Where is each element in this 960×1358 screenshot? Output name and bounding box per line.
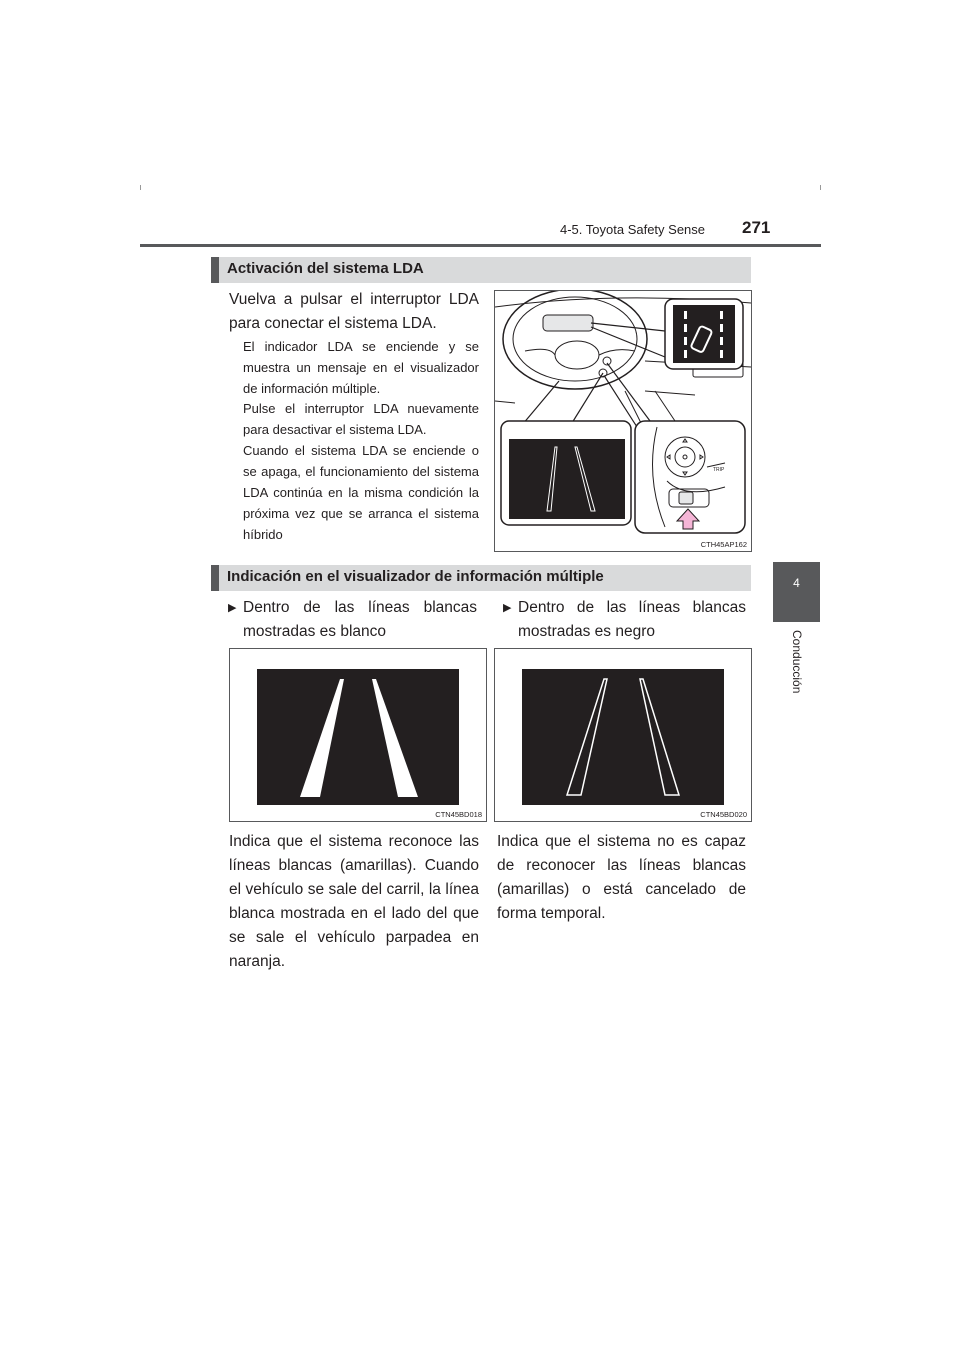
left-column-description: Indica que el sistema reconoce las líneas blancas (amarillas). Cuando el vehículo se sale del carril, la línea blanca mostrada en el lado del que se sale el vehículo parpadea en naranja. xyxy=(229,833,479,970)
activation-note-3: Cuando el sistema LDA se enciende o se apaga, el funcionamiento del sistema LDA continúa en la misma condición la próxima vez que se arranca el sistema híbrido xyxy=(243,443,479,542)
activation-intro: Vuelva a pulsar el interruptor LDA para conectar el sistema LDA. xyxy=(229,291,479,332)
steering-wheel-illustration xyxy=(495,291,751,551)
figure-code-1: CTH45AP162 xyxy=(700,540,747,549)
section-title-bar xyxy=(211,257,219,283)
right-column-description: Indica que el sistema no es capaz de reconocer las líneas blancas (amarillas) o está cancelado de forma temporal. xyxy=(497,833,746,922)
steering-wheel-figure xyxy=(494,290,752,552)
right-column-heading: Dentro de las líneas blancas mostradas es negro xyxy=(518,599,746,640)
chapter-label: Conducción xyxy=(790,630,804,694)
section-title-text: Indicación en el visualizador de información múltiple xyxy=(227,568,604,585)
black-lanes-illustration xyxy=(495,649,751,821)
left-column-heading: Dentro de las líneas blancas mostradas es blanco xyxy=(243,599,477,640)
triangle-bullet-icon: ▶ xyxy=(503,602,512,614)
crop-mark-right xyxy=(820,185,821,190)
trip-label: TRIP xyxy=(713,467,725,473)
chapter-number: 4 xyxy=(793,576,800,590)
section-title-activation xyxy=(211,257,751,283)
section-title-bar xyxy=(211,565,219,591)
white-lanes-figure xyxy=(229,648,487,822)
activation-note-1: El indicador LDA se enciende y se muestra un mensaje en el visualizador de información múltiple. xyxy=(243,339,479,396)
crop-mark-left xyxy=(140,185,141,190)
white-lanes-illustration xyxy=(230,649,486,821)
figure-code-3: CTN45BD020 xyxy=(700,810,747,819)
triangle-bullet-icon: ▶ xyxy=(228,602,237,614)
chapter-tab xyxy=(773,562,820,622)
activation-note-2: Pulse el interruptor LDA nuevamente para desactivar el sistema LDA. xyxy=(243,401,479,437)
section-title-text: Activación del sistema LDA xyxy=(227,260,424,277)
black-lanes-figure xyxy=(494,648,752,822)
section-title-display xyxy=(211,565,751,591)
page-number: 271 xyxy=(742,218,771,237)
figure-code-2: CTN45BD018 xyxy=(435,810,482,819)
header-rule xyxy=(140,244,821,247)
running-header: 4-5. Toyota Safety Sense xyxy=(560,222,706,237)
